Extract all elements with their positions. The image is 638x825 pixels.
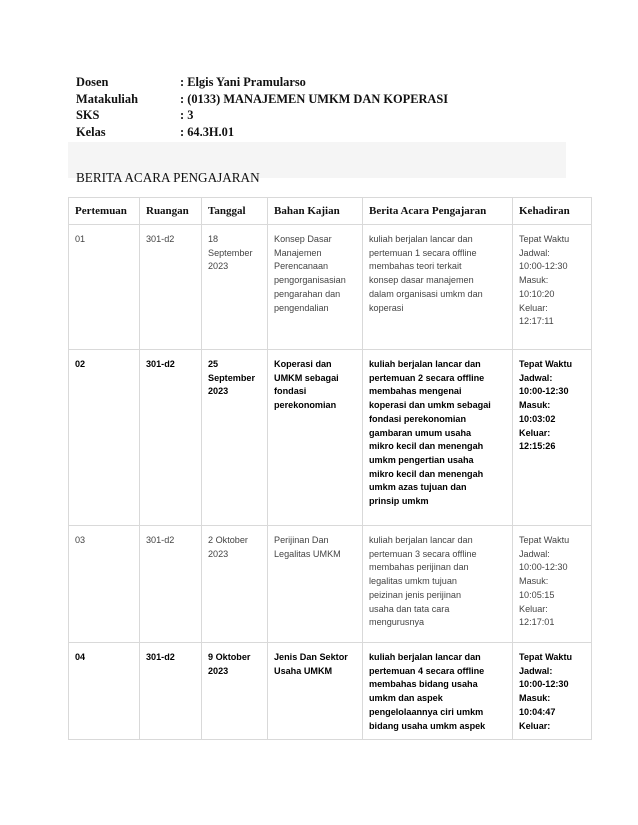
cell-bahan-kajian [268, 225, 363, 350]
section-title: BERITA ACARA PENGAJARAN [76, 170, 260, 185]
header-ruangan: Ruangan [140, 198, 202, 225]
info-value: : 64.3H.01 [180, 124, 235, 139]
info-label: Kelas [76, 124, 106, 139]
header-kehadiran: Kehadiran [513, 198, 592, 225]
table-header-row [69, 198, 592, 225]
cell-kehadiran [513, 643, 592, 740]
berita-acara-text: kuliah berjalan lancar dan pertemuan 3 secara offline membahas perijinan dan legalitas umkm tujuan peizinan jenis perijinan usaha dan tata cara mengurusnya [369, 535, 477, 628]
berita-acara-text: kuliah berjalan lancar dan pertemuan 1 secara offline membahas teori terkait konsep dasar manajemen dalam organisasi umkm dan koperasi [369, 234, 483, 313]
cell-bahan-kajian [268, 350, 363, 526]
info-label: Dosen [76, 75, 109, 89]
berita-acara-text: kuliah berjalan lancar dan pertemuan 4 secara offline membahas bidang usaha umkm dan aspek pengelolaannya ciri umkm bidang usaha umkm aspek [369, 652, 486, 731]
teaching-report-table [68, 197, 592, 740]
cell-bahan-kajian [268, 643, 363, 740]
berita-acara-text: kuliah berjalan lancar dan pertemuan 2 secara offline membahas mengenai koperasi dan umkm sebagai fondasi perekonomian gambaran umum usaha mikro kecil dan menengah umkm pengertian usaha mikro kecil dan menengah umkm azas tujuan dan prinsip umkm [369, 359, 491, 507]
cell-berita-acara [363, 526, 513, 643]
cell-tanggal [202, 350, 268, 526]
header-pertemuan: Pertemuan [69, 198, 140, 225]
info-row-dosen [76, 74, 448, 91]
info-label: SKS [76, 108, 100, 123]
cell-kehadiran [513, 526, 592, 643]
kehadiran-text: Tepat Waktu Jadwal: 10:00-12:30 Masuk: 10:10:20 Keluar: 12:17:11 [519, 234, 570, 327]
tanggal-text: 25 September 2023 [208, 359, 256, 397]
table-row [69, 526, 592, 643]
cell-tanggal [202, 643, 268, 740]
tanggal-text: 9 Oktober 2023 [208, 652, 251, 676]
bahan-kajian-text: Perijinan Dan Legalitas UMKM [274, 535, 341, 559]
cell-ruangan: 301-d2 [140, 643, 202, 740]
cell-ruangan: 301-d2 [140, 225, 202, 350]
header-bahan-kajian: Bahan Kajian [268, 198, 363, 225]
cell-bahan-kajian [268, 526, 363, 643]
cell-pertemuan: 01 [69, 225, 140, 350]
cell-tanggal [202, 225, 268, 350]
table-row [69, 643, 592, 740]
info-value: : Elgis Yani Pramularso [180, 75, 306, 89]
header-berita-acara: Berita Acara Pengajaran [363, 198, 513, 225]
kehadiran-text: Tepat Waktu Jadwal: 10:00-12:30 Masuk: 10:05:15 Keluar: 12:17:01 [519, 535, 570, 628]
info-row-sks [76, 107, 448, 124]
kehadiran-text: Tepat Waktu Jadwal: 10:00-12:30 Masuk: 10:03:02 Keluar: 12:15:26 [519, 359, 573, 452]
bahan-kajian-text: Konsep Dasar Manajemen Perencanaan pengorganisasian pengarahan dan pengendalian [274, 234, 346, 313]
cell-pertemuan: 03 [69, 526, 140, 643]
info-row-matakuliah [76, 91, 448, 108]
info-value: : 3 [180, 108, 194, 123]
cell-pertemuan: 04 [69, 643, 140, 740]
kehadiran-text: Tepat Waktu Jadwal: 10:00-12:30 Masuk: 10:04:47 Keluar: [519, 652, 573, 731]
cell-ruangan: 301-d2 [140, 526, 202, 643]
info-label: Matakuliah [76, 91, 138, 106]
info-row-kelas [76, 124, 448, 141]
cell-kehadiran [513, 350, 592, 526]
cell-ruangan: 301-d2 [140, 350, 202, 526]
cell-berita-acara [363, 225, 513, 350]
cell-berita-acara [363, 643, 513, 740]
bahan-kajian-text: Koperasi dan UMKM sebagai fondasi perekonomian [274, 359, 339, 411]
tanggal-text: 2 Oktober 2023 [208, 535, 248, 559]
info-value: : (0133) MANAJEMEN UMKM DAN KOPERASI [180, 91, 449, 106]
cell-pertemuan: 02 [69, 350, 140, 526]
table-row [69, 350, 592, 526]
table-row [69, 225, 592, 350]
tanggal-text: 18 September 2023 [208, 234, 253, 272]
cell-kehadiran [513, 225, 592, 350]
cell-berita-acara [363, 350, 513, 526]
bahan-kajian-text: Jenis Dan Sektor Usaha UMKM [274, 652, 348, 676]
header-tanggal: Tanggal [202, 198, 268, 225]
cell-tanggal [202, 526, 268, 643]
